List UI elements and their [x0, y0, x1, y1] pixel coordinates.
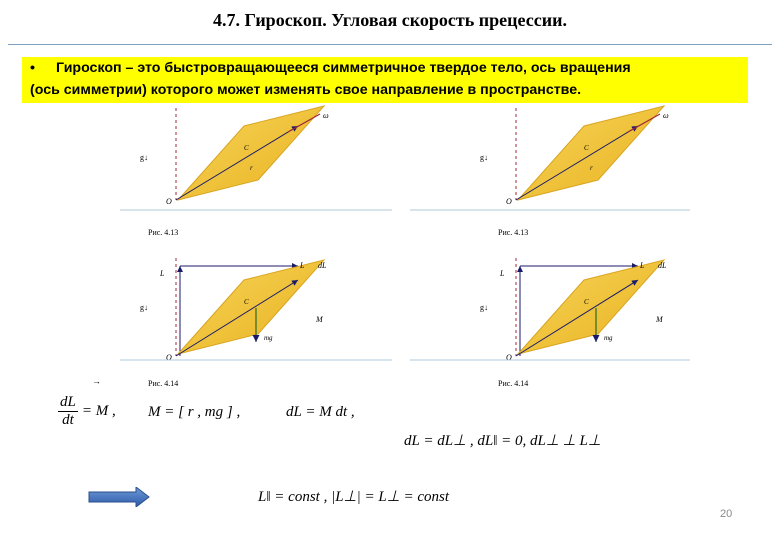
slide-title: 4.7. Гироскоп. Угловая скорость прецессии.: [213, 10, 567, 30]
right-arrow-icon: [88, 487, 150, 507]
vector-arrow: →: [92, 376, 101, 386]
title-divider: [8, 44, 772, 45]
definition-callout: [22, 57, 748, 103]
center-label: C: [584, 144, 589, 152]
dl-label: dL: [318, 261, 327, 270]
bullet-marker: •: [30, 60, 35, 76]
page-number: 20: [720, 508, 733, 520]
origin-label: O: [506, 197, 512, 206]
weight-label: mg: [604, 334, 613, 342]
figure-caption: Рис. 4.13: [498, 228, 529, 237]
origin-label: O: [166, 197, 172, 206]
formula-eq1: [58, 394, 116, 429]
figure-panel-4: [410, 258, 690, 388]
origin-label: O: [166, 353, 172, 362]
center-label: C: [244, 144, 249, 152]
center-label: C: [244, 298, 249, 306]
figure-panel-2: [410, 106, 690, 237]
definition-text-1: Гироскоп – это быстровращающееся симметричное твердое тело, ось вращения: [56, 60, 631, 76]
formula-eq4: dL = dL⊥ , dL‖ = 0, dL⊥ ⊥ L⊥: [404, 433, 601, 449]
weight-label: mg: [264, 334, 273, 342]
origin-label: O: [506, 353, 512, 362]
momentum-tip-label: L: [300, 261, 305, 270]
gyroscope-figures: [120, 104, 690, 390]
formula-fraction: [58, 394, 78, 429]
torque-label: M: [316, 315, 323, 324]
definition-line-1: [30, 57, 740, 79]
gravity-label: g↓: [140, 303, 148, 312]
figure-caption: Рис. 4.14: [498, 379, 529, 388]
radius-label: r: [590, 164, 593, 172]
gravity-label: g↓: [140, 153, 148, 162]
momentum-label: L: [160, 269, 165, 278]
gyroscope-plate: [178, 260, 324, 354]
gravity-label: g↓: [480, 153, 488, 162]
omega-label: ω: [663, 111, 669, 120]
gravity-label: g↓: [480, 303, 488, 312]
formula-eq3: dL = M dt ,: [286, 404, 355, 420]
formula-numerator: dL: [60, 394, 76, 410]
formula-rhs: = M ,: [81, 402, 116, 419]
figure-panel-1: [120, 106, 392, 237]
center-label: C: [584, 298, 589, 306]
momentum-tip-label: L: [640, 261, 645, 270]
dl-label: dL: [658, 261, 667, 270]
figure-caption: Рис. 4.13: [148, 228, 179, 237]
formula-eq2: M = [ r , mg ] ,: [148, 404, 241, 420]
formula-denominator: dt: [62, 412, 74, 428]
torque-label: M: [656, 315, 663, 324]
gyroscope-plate: [518, 260, 664, 354]
formula-eq5: L‖ = const , |L⊥| = L⊥ = const: [258, 489, 450, 505]
omega-label: ω: [323, 111, 329, 120]
definition-line-2: (ось симметрии) которого может изменять свое направление в пространстве.: [30, 82, 582, 98]
figure-panel-3: [120, 258, 392, 388]
momentum-label: L: [500, 269, 505, 278]
radius-label: r: [250, 164, 253, 172]
figure-caption: Рис. 4.14: [148, 379, 179, 388]
